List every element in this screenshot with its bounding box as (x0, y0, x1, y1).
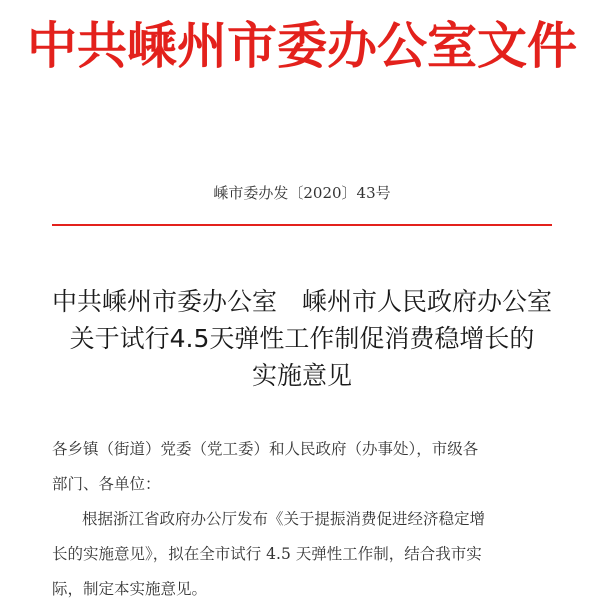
body-line-paragraph-2: 长的实施意见》，拟在全市试行 4.5 天弹性工作制，结合我市实 (52, 545, 482, 563)
document-title (0, 283, 604, 394)
document-title-line-1: 中共嵊州市委办公室 嵊州市人民政府办公室 (51, 287, 552, 316)
body-line-paragraph-3: 际，制定本实施意见。 (52, 580, 208, 598)
document-title-line-2: 关于试行4.5天弹性工作制促消费稳增长的 (69, 324, 535, 353)
body-line-addressee-2: 部门、各单位： (52, 475, 161, 493)
document-number: 嵊市委办发〔2020〕43号 (213, 184, 391, 202)
body-line-addressee-1: 各乡镇（街道）党委（党工委）和人民政府（办事处），市级各 (52, 440, 479, 458)
document-header-title: 中共嵊州市委办公室文件 (27, 17, 577, 75)
document-body (52, 432, 562, 607)
red-divider-line (52, 224, 552, 226)
document-title-line-3: 实施意见 (251, 361, 352, 390)
body-line-paragraph-1: 根据浙江省政府办公厅发布《关于提振消费促进经济稳定增 (82, 510, 486, 528)
